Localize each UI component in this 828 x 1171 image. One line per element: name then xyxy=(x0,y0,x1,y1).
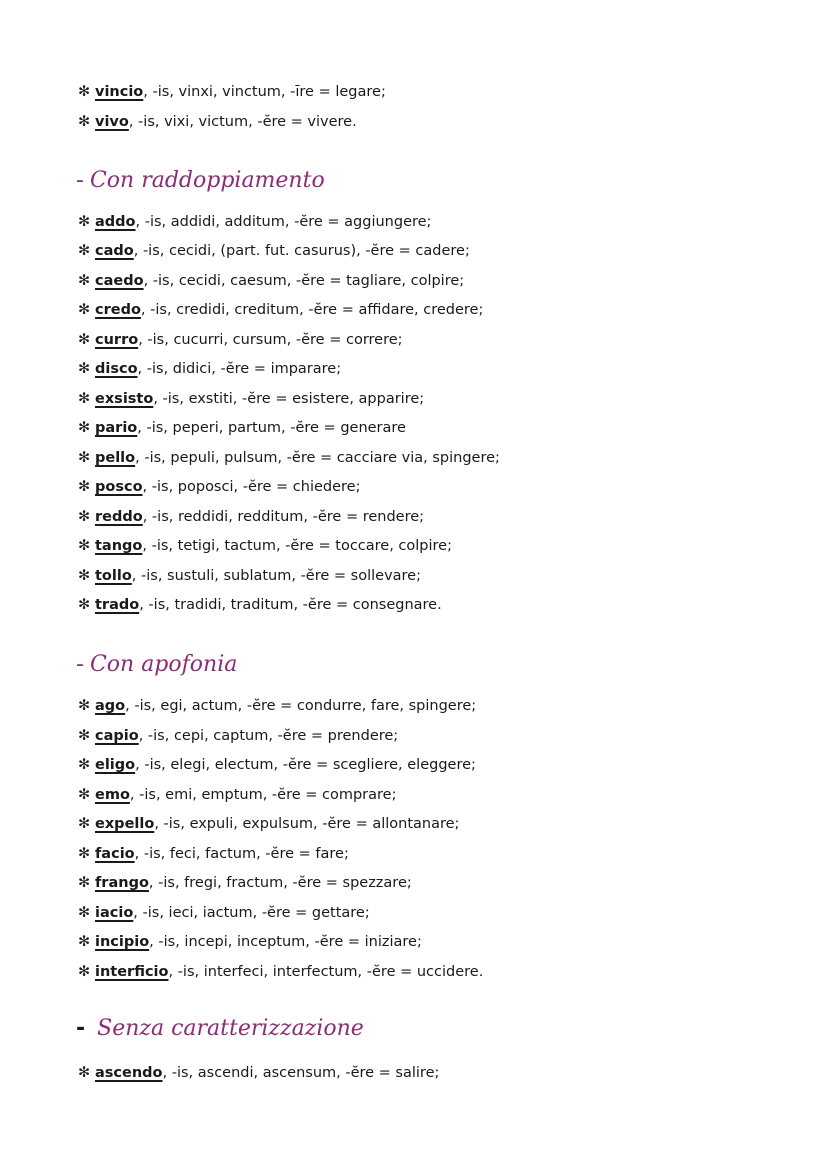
verb-forms: , -is, cecidi, caesum, -ĕre = tagliare, colpire; xyxy=(143,273,465,289)
verb-entry xyxy=(78,903,370,923)
heading-text: Con raddoppiamento xyxy=(89,168,325,193)
verb-headword: curro xyxy=(95,332,139,348)
asterisk-icon: ✻ xyxy=(78,273,91,289)
verb-forms: , -is, interfeci, interfectum, -ĕre = uccidere. xyxy=(168,964,484,980)
verb-headword: incipio xyxy=(95,934,150,950)
verb-forms: , -is, egi, actum, -ĕre = condurre, fare, spingere; xyxy=(125,698,477,714)
verb-headword: caedo xyxy=(95,273,144,289)
verb-entry xyxy=(78,477,360,497)
verb-entry xyxy=(78,755,476,775)
verb-entry xyxy=(78,507,424,527)
verb-entry xyxy=(78,873,412,893)
asterisk-icon: ✻ xyxy=(78,361,91,377)
verb-headword: eligo xyxy=(95,757,136,773)
verb-headword: frango xyxy=(95,875,149,891)
verb-entry xyxy=(78,448,500,468)
asterisk-icon: ✻ xyxy=(78,934,91,950)
verb-forms: , -is, poposci, -ĕre = chiedere; xyxy=(142,479,361,495)
verb-headword: iacio xyxy=(95,905,134,921)
verb-forms: , -is, incepi, inceptum, -ĕre = iniziare; xyxy=(149,934,422,950)
verb-forms: , -is, pepuli, pulsum, -ĕre = cacciare via, spingere; xyxy=(135,450,500,466)
verb-forms: , -is, cucurri, cursum, -ĕre = correre; xyxy=(138,332,403,348)
verb-headword: pario xyxy=(95,420,138,436)
asterisk-icon: ✻ xyxy=(78,568,91,584)
verb-forms: , -is, tradidi, traditum, -ĕre = consegnare. xyxy=(139,597,442,613)
verb-entry xyxy=(78,112,357,132)
verb-forms: , -is, cecidi, (part. fut. casurus), -ĕre = cadere; xyxy=(133,243,470,259)
verb-forms: , -is, didici, -ĕre = imparare; xyxy=(137,361,342,377)
asterisk-icon: ✻ xyxy=(78,391,91,407)
asterisk-icon: ✻ xyxy=(78,114,91,130)
asterisk-icon: ✻ xyxy=(78,698,91,714)
verb-forms: , -is, ieci, iactum, -ĕre = gettare; xyxy=(133,905,370,921)
heading-dash: - xyxy=(76,652,84,677)
verb-headword: ago xyxy=(95,698,126,714)
heading-dash: - xyxy=(76,168,84,193)
verb-entry xyxy=(78,300,483,320)
verb-headword: tango xyxy=(95,538,143,554)
verb-headword: disco xyxy=(95,361,138,377)
asterisk-icon: ✻ xyxy=(78,787,91,803)
verb-entry xyxy=(78,696,476,716)
verb-headword: addo xyxy=(95,214,136,230)
verb-entry xyxy=(78,536,452,556)
verb-entry xyxy=(78,844,349,864)
heading-text: Senza caratterizzazione xyxy=(97,1016,364,1041)
verb-entry xyxy=(78,389,424,409)
verb-forms: , -is, vixi, victum, -ĕre = vivere. xyxy=(128,114,357,130)
verb-headword: vincio xyxy=(95,84,144,100)
verb-headword: ascendo xyxy=(95,1065,163,1081)
verb-headword: facio xyxy=(95,846,135,862)
verb-headword: cado xyxy=(95,243,134,259)
asterisk-icon: ✻ xyxy=(78,302,91,318)
verb-entry xyxy=(78,82,386,102)
verb-forms: , -is, exstiti, -ĕre = esistere, apparire; xyxy=(153,391,425,407)
asterisk-icon: ✻ xyxy=(78,214,91,230)
verb-entry xyxy=(78,1063,439,1083)
heading-dash: - xyxy=(76,1016,86,1041)
section-heading xyxy=(76,168,325,193)
verb-headword: pello xyxy=(95,450,136,466)
asterisk-icon: ✻ xyxy=(78,450,91,466)
verb-entry xyxy=(78,418,406,438)
asterisk-icon: ✻ xyxy=(78,875,91,891)
verb-headword: reddo xyxy=(95,509,143,525)
asterisk-icon: ✻ xyxy=(78,757,91,773)
verb-forms: , -is, peperi, partum, -ĕre = generare xyxy=(137,420,406,436)
asterisk-icon: ✻ xyxy=(78,846,91,862)
asterisk-icon: ✻ xyxy=(78,597,91,613)
verb-forms: , -is, elegi, electum, -ĕre = scegliere, eleggere; xyxy=(135,757,476,773)
verb-entry xyxy=(78,726,398,746)
asterisk-icon: ✻ xyxy=(78,1065,91,1081)
asterisk-icon: ✻ xyxy=(78,243,91,259)
verb-entry xyxy=(78,359,341,379)
verb-entry xyxy=(78,932,422,952)
verb-entry xyxy=(78,785,396,805)
verb-forms: , -is, sustuli, sublatum, -ĕre = sollevare; xyxy=(131,568,421,584)
verb-forms: , -is, feci, factum, -ĕre = fare; xyxy=(134,846,349,862)
verb-entry xyxy=(78,814,459,834)
asterisk-icon: ✻ xyxy=(78,538,91,554)
verb-forms: , -is, vinxi, vinctum, -īre = legare; xyxy=(143,84,386,100)
verb-headword: interficio xyxy=(95,964,169,980)
verb-entry xyxy=(78,566,421,586)
verb-headword: emo xyxy=(95,787,130,803)
verb-forms: , -is, addidi, additum, -ĕre = aggiungere; xyxy=(135,214,432,230)
verb-forms: , -is, emi, emptum, -ĕre = comprare; xyxy=(129,787,397,803)
verb-forms: , -is, cepi, captum, -ĕre = prendere; xyxy=(138,728,399,744)
verb-entry xyxy=(78,595,442,615)
asterisk-icon: ✻ xyxy=(78,332,91,348)
section-heading xyxy=(76,1016,364,1041)
heading-text: Con apofonia xyxy=(89,652,238,677)
asterisk-icon: ✻ xyxy=(78,816,91,832)
verb-entry xyxy=(78,271,464,291)
verb-headword: trado xyxy=(95,597,140,613)
verb-headword: tollo xyxy=(95,568,132,584)
verb-headword: capio xyxy=(95,728,139,744)
verb-forms: , -is, tetigi, tactum, -ĕre = toccare, colpire; xyxy=(142,538,452,554)
verb-headword: credo xyxy=(95,302,141,318)
verb-forms: , -is, credidi, creditum, -ĕre = affidare, credere; xyxy=(140,302,484,318)
asterisk-icon: ✻ xyxy=(78,84,91,100)
verb-forms: , -is, expuli, expulsum, -ĕre = allontanare; xyxy=(154,816,460,832)
verb-entry xyxy=(78,330,403,350)
verb-headword: exsisto xyxy=(95,391,154,407)
verb-headword: posco xyxy=(95,479,143,495)
verb-entry xyxy=(78,962,483,982)
verb-headword: vivo xyxy=(95,114,129,130)
asterisk-icon: ✻ xyxy=(78,509,91,525)
section-heading xyxy=(76,652,237,677)
asterisk-icon: ✻ xyxy=(78,479,91,495)
verb-entry xyxy=(78,241,470,261)
asterisk-icon: ✻ xyxy=(78,420,91,436)
verb-entry xyxy=(78,212,431,232)
verb-forms: , -is, fregi, fractum, -ĕre = spezzare; xyxy=(148,875,412,891)
verb-forms: , -is, ascendi, ascensum, -ĕre = salire; xyxy=(162,1065,440,1081)
verb-headword: expello xyxy=(95,816,155,832)
verb-forms: , -is, reddidi, redditum, -ĕre = rendere; xyxy=(142,509,425,525)
asterisk-icon: ✻ xyxy=(78,964,91,980)
asterisk-icon: ✻ xyxy=(78,905,91,921)
asterisk-icon: ✻ xyxy=(78,728,91,744)
